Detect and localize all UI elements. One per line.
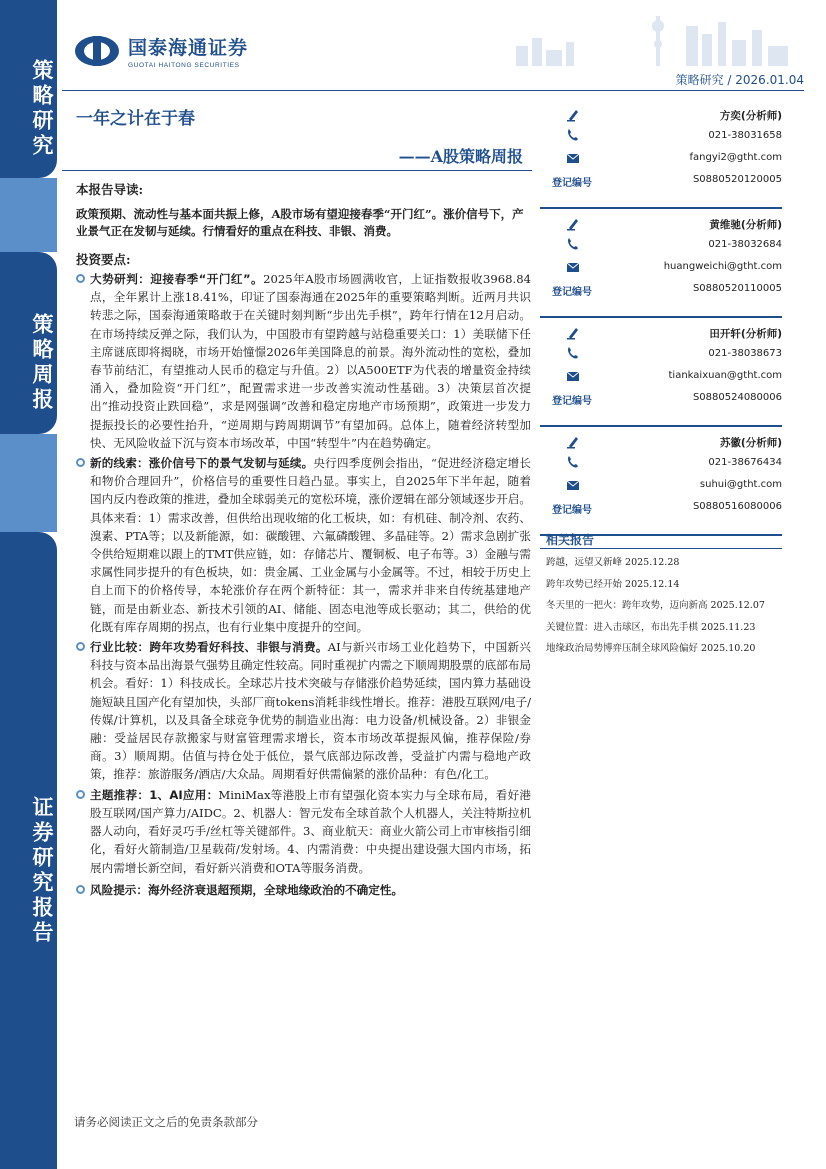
- bullet-icon: [76, 642, 85, 651]
- analyst-email[interactable]: huangweichi@gtht.com: [663, 261, 782, 272]
- point-text: 2025年A股市场圆满收官，上证指数报收3968.84点，全年累计上涨18.41%，印证了国泰海通在2025年的重要策略判断。近两月共识转悲之际，国泰海通策略敢于在关键时刻判断“步出先手棋”，跨年行情在12月启动。在市场持续反弹之际，我们认为，中国股市有望跨越与站稳重要关口：1）美联储下任主席谜底即将揭晓，市场开始憧憬2026年美国降息的前景。海外流动性的宽松，叠加春节前结汇，有望推动人民币的稳定与升值。2）以A500ETF为代表的增量资金持续涌入，叠加险资“开门红”，配置需求进一步改善实流动性基础。3）决策层首次提出“推动投资止跌回稳”，求是网强调“改善和稳定房地产市场预期”，政策进一步发力提振投长的必要性抬升，“逆周期与跨周期调节”有望加码。总体上，随着经济转型加快、无风险收益下沉与资本市场改革，中国“转型牛”内在趋势确定。: [90, 272, 531, 450]
- intro-heading: 本报告导读:: [76, 182, 144, 197]
- related-reports-list: [546, 556, 786, 664]
- related-divider: [540, 548, 782, 549]
- risk-warning: [76, 881, 531, 899]
- related-report-link[interactable]: 地缘政治局势博弈压制全球风险偏好 2025.10.20: [546, 643, 756, 654]
- analyst-email[interactable]: tiankaixuan@gtht.com: [668, 370, 782, 381]
- bullet-icon: [76, 790, 85, 799]
- related-report-link[interactable]: 跨年攻势已经开始 2025.12.14: [546, 578, 680, 590]
- intro-text: 政策预期、流动性与基本面共振上修，A股市场有望迎接春季“开门红”。涨价信号下，产业景气正在发韧与延续。行情看好的重点在科技、非银、消费。: [76, 207, 524, 238]
- analyst-panel: [540, 100, 782, 536]
- analyst-card: [540, 318, 782, 427]
- left-sidebar: [0, 0, 57, 1169]
- analyst-name: 方奕(分析师): [719, 110, 782, 122]
- point-lead: 风险提示：海外经济衰退超预期，全球地缘政治的不确定性。: [90, 882, 404, 897]
- investment-points: [76, 270, 531, 901]
- reg-number: S0880520110005: [692, 283, 782, 294]
- logo-name-cn: 国泰海通证券: [128, 37, 249, 59]
- sidebar-category-weekly: 策略周报: [0, 252, 57, 434]
- point-lead: 主题推荐：1、AI应用：: [90, 787, 219, 802]
- point-text: AI与新兴市场工业化趋势下，中国新兴科技与资本品出海景气强势且确定性较高。同时重视扩内需之下顺周期股票的底部布局机会。看好：1）科技成长。全球芯片技术突破与存储涨价趋势延续，国内算力基础设施短缺且国产化有望加快，头部厂商tokens消耗非线性增长。推荐：港股互联网/电子/传媒/计算机，以及具备全球竞争优势的制造业出海：电力设备/机械设备。2）非银金融：受益居民存款搬家与财富管理需求增长，资本市场改革提振风偏，推荐保险/券商。3）顺周期。估值与持仓处于低位，景气底部边际改善，受益扩内需与稳地产政策，推荐：旅游服务/酒店/大众品。周期看好供需偏紧的涨价品种：有色/化工。: [90, 640, 531, 782]
- skyline-decoration-icon: [506, 6, 806, 66]
- sidebar-category-strategy-research: 策略研究: [0, 0, 57, 178]
- logo-name-en: GUOTAI HAITONG SECURITIES: [128, 62, 240, 69]
- bullet-icon: [76, 885, 85, 894]
- related-report-link[interactable]: 关键位置：进入击球区，布出先手棋 2025.11.23: [546, 621, 756, 633]
- logo-icon: [74, 35, 120, 67]
- list-item: [76, 638, 531, 784]
- analyst-phone: 021-38031658: [708, 130, 782, 141]
- analyst-name: 田开轩(分析师): [709, 328, 782, 340]
- analyst-name: 苏徽(分析师): [719, 437, 782, 449]
- reg-label: 登记编号: [552, 505, 592, 516]
- reg-label: 登记编号: [552, 396, 592, 407]
- bullet-icon: [76, 458, 85, 467]
- reg-number: S0880520120005: [692, 174, 782, 185]
- reg-number: S0880516080006: [692, 501, 782, 512]
- related-reports-heading: 相关报告: [546, 533, 595, 547]
- title-divider: [62, 170, 532, 171]
- analyst-card: [540, 100, 782, 209]
- point-text: 央行四季度例会指出，“促进经济稳定增长和物价合理回升”，价格信号的重要性日趋凸显。事实上，自2025年下半年起，随着国内反内卷政策的推进，叠加全球弱美元的宽松环境，涨价逻辑在部分领域逐步开启。具体来看：1）需求改善，但供给出现收缩的化工板块，如：有机硅、制冷剂、农药、溴素、PTA等；以及新能源，如：碳酸锂、六氟磷酸锂、多晶硅等。2）需求急剧扩张令供给短期难以跟上的TMT供应链，如：存储芯片、覆铜板、电子布等。3）金融与需求属性同步提升的有色板块，如：贵金属、工业金属与小金属等。不过，相较于历史上自上而下的价格传导，本轮涨价存在两个新特征：其一，需求并非来自传统基建地产链，而是由新业态、新技术引领的AI、储能、固态电池等成长驱动；其二，供给的优化既有库存周期的拐点，也有行业集中度提升的空间。: [90, 456, 531, 634]
- analyst-phone: 021-38038673: [708, 348, 782, 359]
- analyst-phone: 021-38032684: [708, 239, 782, 250]
- related-report-link[interactable]: 冬天里的一把火：跨年攻势，迈向新高 2025.12.07: [546, 600, 765, 611]
- page-title: 一年之计在于春: [76, 109, 195, 129]
- analyst-email[interactable]: suhui@gtht.com: [699, 479, 782, 490]
- list-item: [76, 454, 531, 636]
- list-item: [76, 270, 531, 452]
- sidebar-spacer: [0, 434, 57, 532]
- company-logo: [74, 33, 248, 69]
- analyst-name: 黄维驰(分析师): [709, 219, 782, 231]
- analyst-card: [540, 209, 782, 318]
- bullet-icon: [76, 274, 85, 283]
- reg-number: S0880524080006: [692, 392, 782, 403]
- list-item: [76, 786, 531, 877]
- page-subtitle: ——A股策略周报: [398, 147, 523, 166]
- related-report-link[interactable]: 跨越，远望又新峰 2025.12.28: [546, 557, 680, 568]
- point-text: MiniMax等港股上市有望强化资本实力与全球布局，看好港股互联网/国产算力/AIDC。2、机器人：智元发布全球首款个人机器人，关注特斯拉机器人动向，看好灵巧手/丝杠等关键部件。3、商业航天：商业火箭公司上市审核指引细化，看好火箭制造/卫星载荷/发射场。4、内需消费：中央提出建设强大国内市场，拓展内需增长新空间，看好新兴消费和OTA等服务消费。: [90, 787, 531, 875]
- sidebar-category-report: 证券研究报告: [0, 532, 57, 1169]
- analyst-card: [540, 427, 782, 536]
- points-heading: 投资要点:: [76, 252, 131, 267]
- analyst-phone: 021-38676434: [708, 457, 782, 468]
- point-lead: 新的线索：涨价信号下的景气发韧与延续。: [90, 456, 314, 471]
- header-divider: [62, 90, 804, 91]
- report-meta: 策略研究 / 2026.01.04: [675, 73, 804, 87]
- sidebar-spacer: [0, 178, 57, 252]
- point-lead: 大势研判：迎接春季“开门红”。: [90, 272, 264, 286]
- analyst-email[interactable]: fangyi2@gtht.com: [689, 152, 782, 163]
- point-lead: 行业比较：跨年攻势看好科技、非银与消费。: [90, 640, 328, 655]
- reg-label: 登记编号: [552, 178, 592, 189]
- reg-label: 登记编号: [552, 287, 592, 298]
- disclaimer-footer: 请务必阅读正文之后的免责条款部分: [74, 1115, 258, 1129]
